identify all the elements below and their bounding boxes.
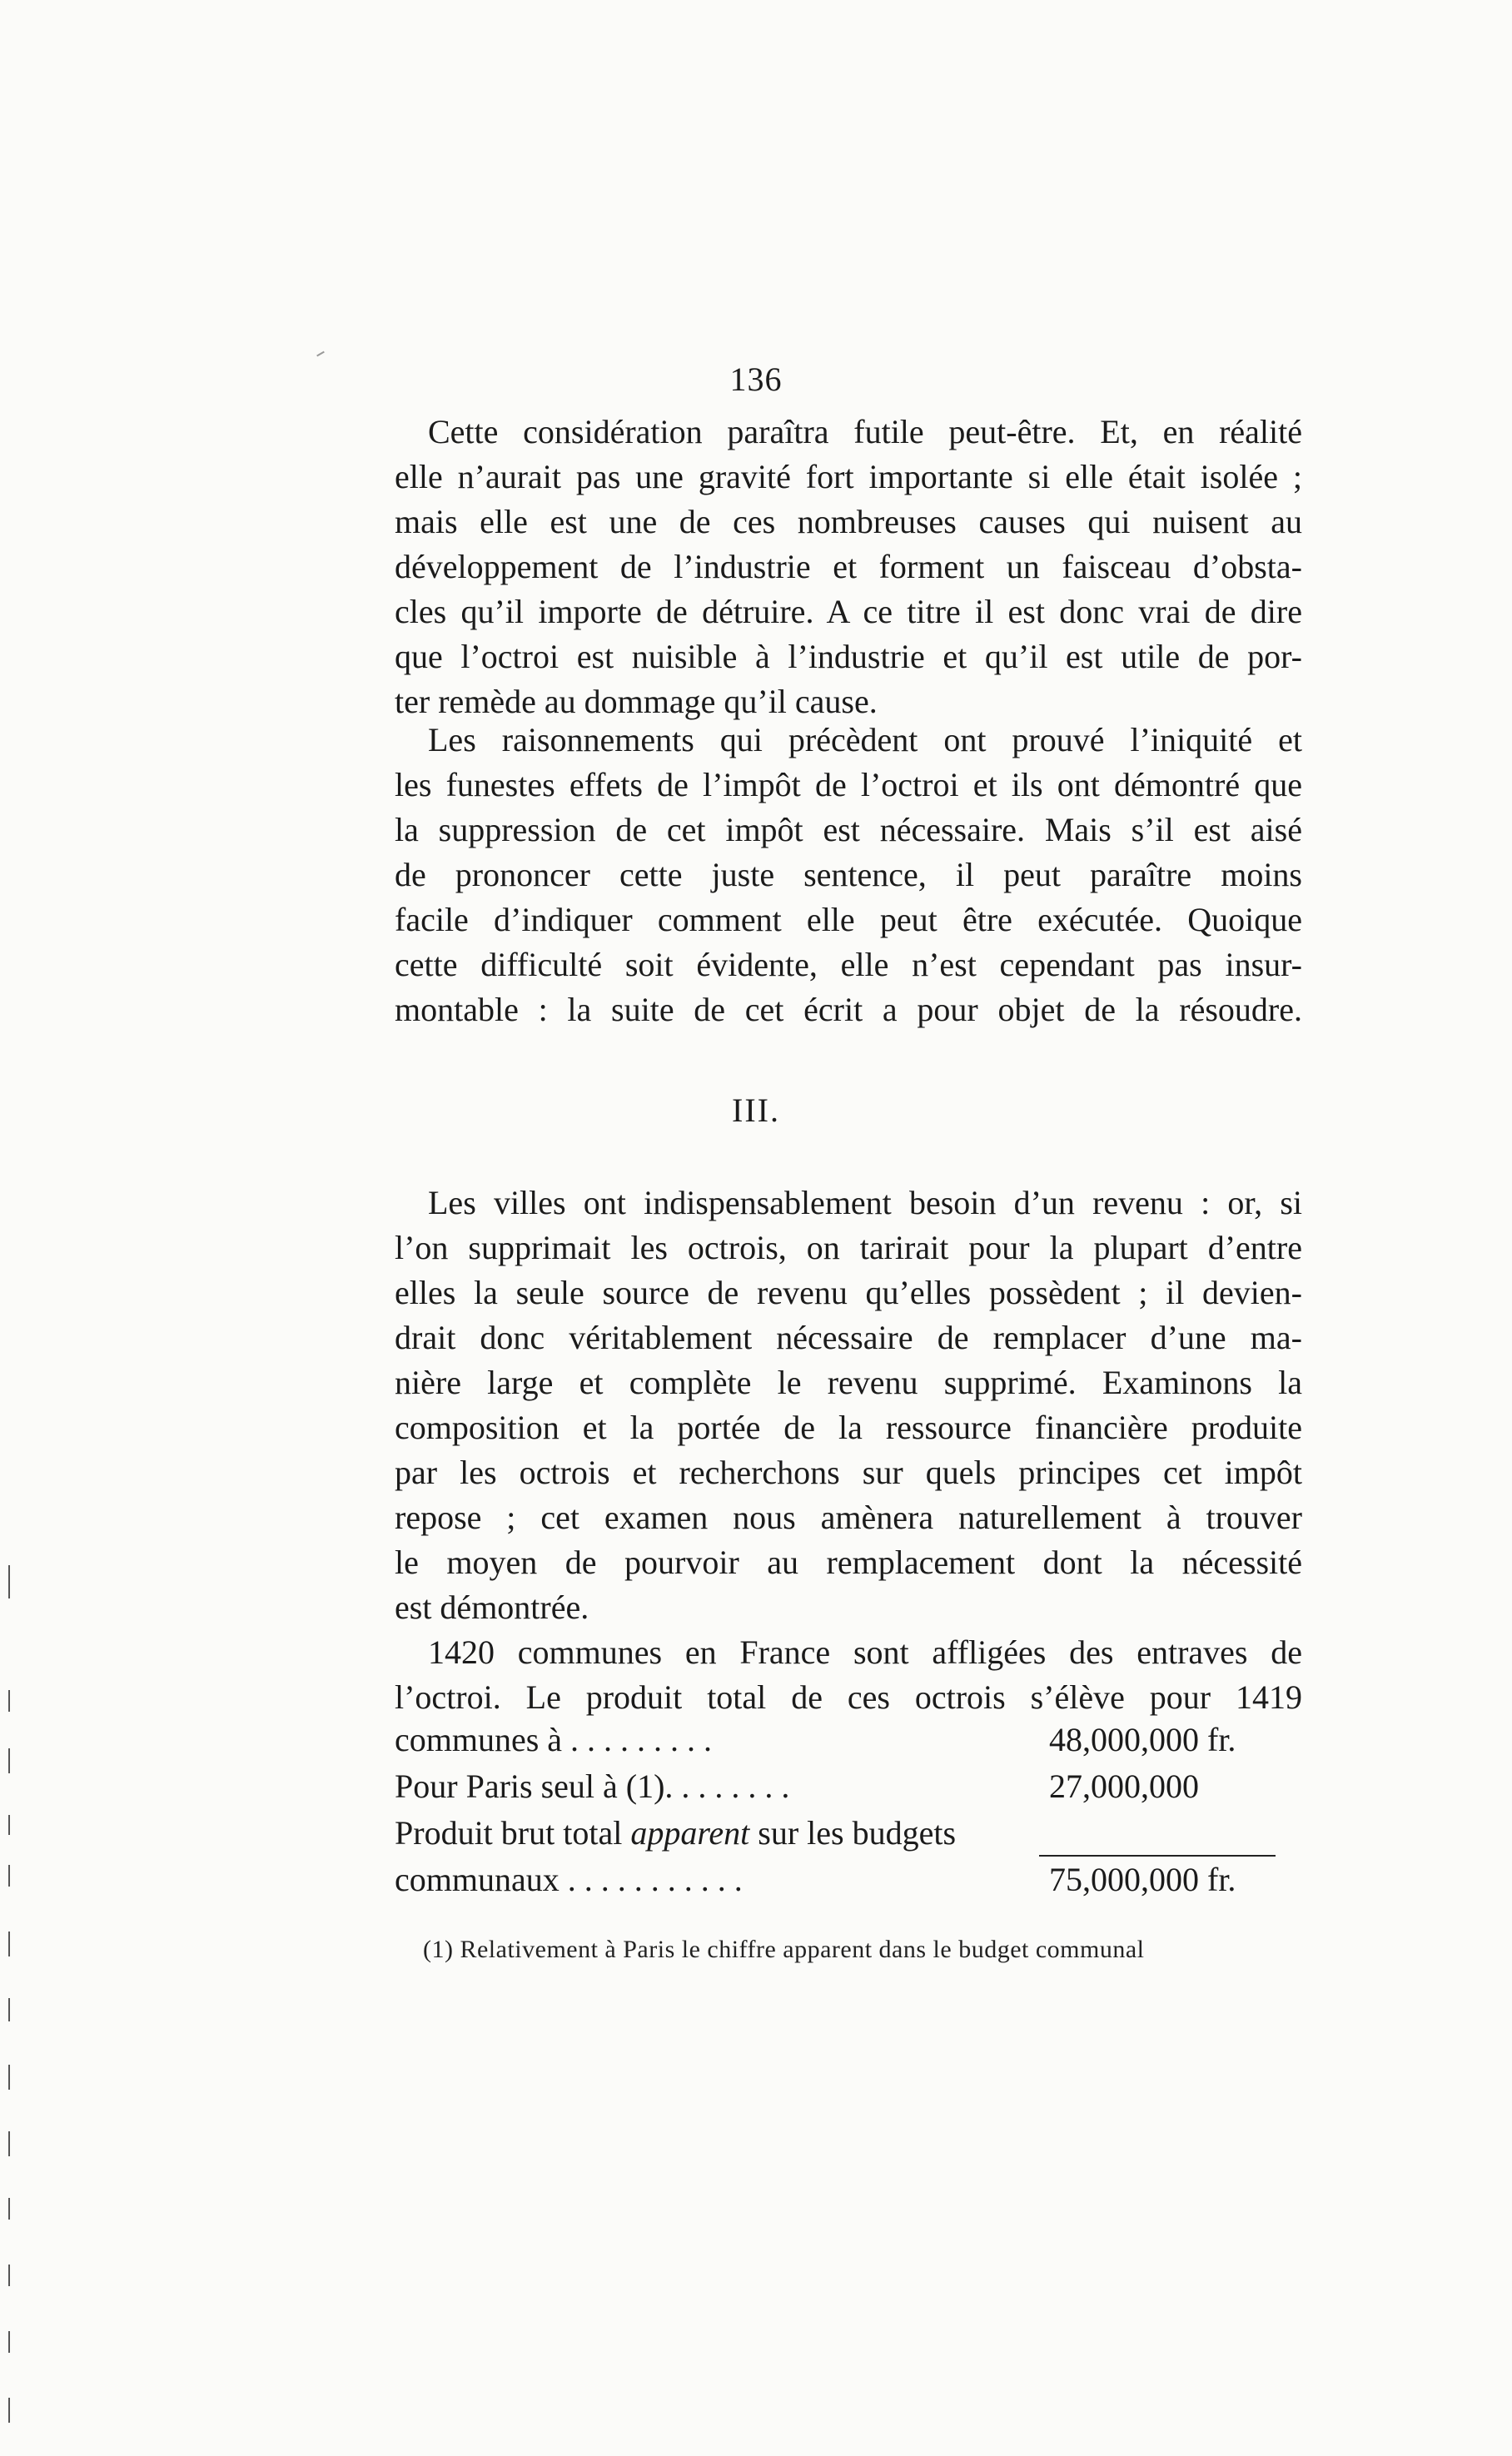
text-line: la suppression de cet impôt est nécessaire. Mais s’il est aisé — [395, 811, 1302, 848]
paragraph-4 — [395, 1630, 1302, 1720]
ledger-label — [395, 1813, 956, 1852]
scan-mark — [8, 2131, 10, 2156]
paragraph-2 — [395, 718, 1302, 1032]
paragraph-1 — [395, 410, 1302, 724]
text-line: elle n’aurait pas une gravité fort importante si elle était isolée ; — [395, 458, 1302, 495]
scan-mark — [8, 1690, 10, 1712]
text-line: par les octrois et recherchons sur quels principes cet impôt — [395, 1454, 1302, 1491]
margin-scan-marks — [0, 1565, 20, 2448]
ledger-label: communaux . . . . . . . . . . . — [395, 1861, 743, 1898]
ledger-row — [395, 1813, 1302, 1860]
text-line: Les villes ont indispensablement besoin d’un revenu : or, si — [428, 1184, 1302, 1221]
scan-mark — [8, 1748, 10, 1773]
ledger-row — [395, 1720, 1302, 1767]
ledger-label: communes à . . . . . . . . . — [395, 1721, 713, 1758]
ledger-amount: 48,000,000 fr. — [1049, 1721, 1236, 1758]
text-line: de prononcer cette juste sentence, il peut paraître moins — [395, 856, 1302, 893]
text-line: cles qu’il importe de détruire. A ce titre il est donc vrai de dire — [395, 593, 1302, 630]
text-line: repose ; cet examen nous amènera naturellement à trouver — [395, 1499, 1302, 1536]
section-heading: III. — [732, 1091, 780, 1129]
text-line: drait donc véritablement nécessaire de remplacer d’une ma- — [395, 1319, 1302, 1356]
page-number: 136 — [729, 360, 783, 398]
text-line: Cette considération paraîtra futile peut-être. Et, en réalité — [428, 413, 1302, 450]
text-line: montable : la suite de cet écrit a pour objet de la résoudre. — [395, 991, 1302, 1028]
scan-mark — [8, 2065, 10, 2090]
text-line: cette difficulté soit évidente, elle n’est cependant pas insur- — [395, 946, 1302, 983]
scan-mark — [8, 2265, 10, 2286]
scan-mark — [8, 1865, 10, 1887]
ledger-row — [395, 1860, 1302, 1907]
text-line: elles la seule source de revenu qu’elles possèdent ; il devien- — [395, 1274, 1302, 1311]
text-line: mais elle est une de ces nombreuses causes qui nuisent au — [395, 503, 1302, 540]
ledger-label-part: Produit brut total — [395, 1814, 631, 1852]
text-line: l’octroi. Le produit total de ces octrois s’élève pour 1419 — [395, 1678, 1302, 1716]
text-line: que l’octroi est nuisible à l’industrie et qu’il est utile de por- — [395, 638, 1302, 675]
text-line: 1420 communes en France sont affligées des entraves de — [428, 1633, 1302, 1671]
scan-mark — [8, 1565, 10, 1598]
emphasized-word: apparent — [630, 1814, 750, 1852]
ledger-row — [395, 1767, 1302, 1813]
print-speck — [316, 351, 325, 357]
text-line: l’on supprimait les octrois, on tarirait pour la plupart d’entre — [395, 1229, 1302, 1266]
text-line: facile d’indiquer comment elle peut être exécutée. Quoique — [395, 901, 1302, 938]
text-line: Les raisonnements qui précèdent ont prouvé l’iniquité et — [428, 721, 1302, 758]
text-line: nière large et complète le revenu supprimé. Examinons la — [395, 1364, 1302, 1401]
ledger-label: Pour Paris seul à (1). . . . . . . . — [395, 1767, 790, 1805]
footnote: (1) Relativement à Paris le chiffre apparent dans le budget communal — [423, 1936, 1145, 1963]
scan-mark — [8, 2398, 10, 2423]
revenue-ledger — [395, 1720, 1302, 1907]
scan-mark — [8, 1998, 10, 2021]
sum-rule — [1039, 1855, 1276, 1857]
ledger-amount: 75,000,000 fr. — [1049, 1861, 1236, 1898]
scan-mark — [8, 1815, 10, 1835]
text-line: les funestes effets de l’impôt de l’octroi et ils ont démontré que — [395, 766, 1302, 803]
text-line: ter remède au dommage qu’il cause. — [395, 683, 878, 720]
ledger-label-part: sur les budgets — [749, 1814, 957, 1852]
scan-mark — [8, 2331, 10, 2353]
scan-mark — [8, 2198, 10, 2220]
text-line: développement de l’industrie et forment un faisceau d’obsta- — [395, 548, 1302, 585]
ledger-amount: 27,000,000 — [1049, 1767, 1199, 1805]
scan-mark — [8, 1931, 10, 1956]
paragraph-3 — [395, 1181, 1302, 1630]
text-line: le moyen de pourvoir au remplacement dont la nécessité — [395, 1544, 1302, 1581]
text-line: composition et la portée de la ressource financière produite — [395, 1409, 1302, 1446]
text-line: est démontrée. — [395, 1588, 589, 1626]
